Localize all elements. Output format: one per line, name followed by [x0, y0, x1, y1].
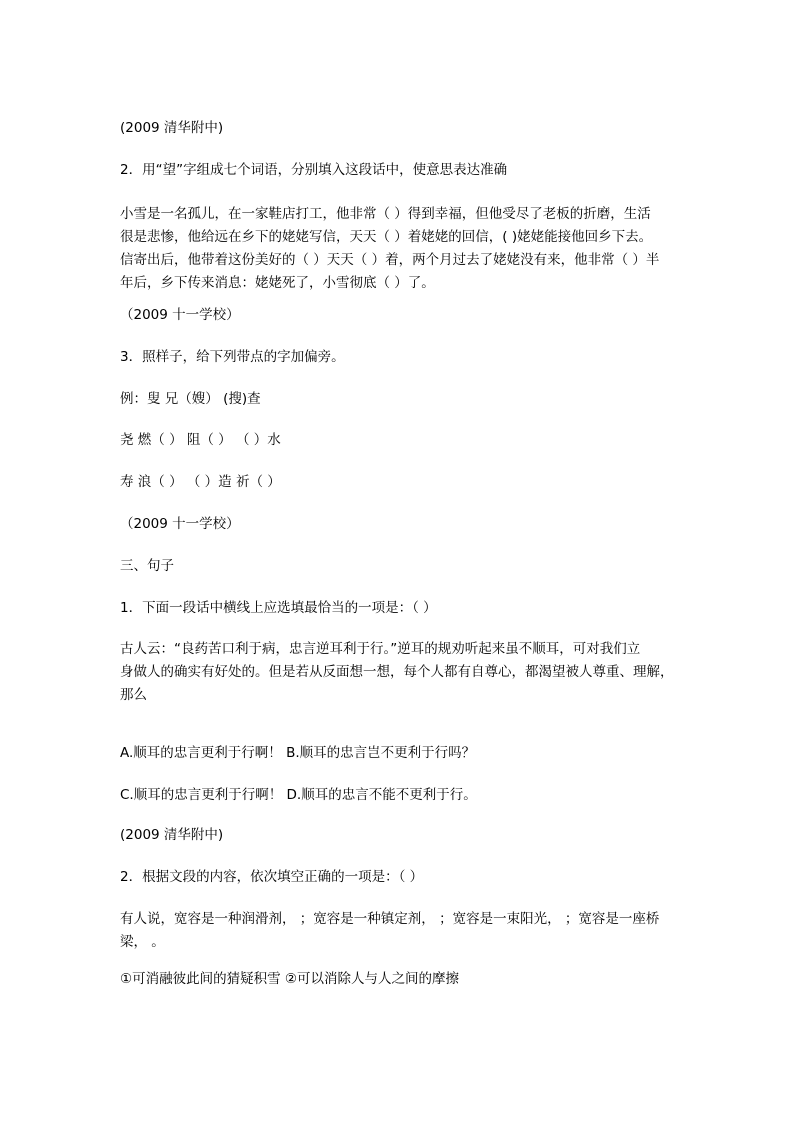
question-3-prompt: 3．照样子，给下列带点的字加偏旁。: [120, 349, 345, 365]
sentence-question-2-passage: [120, 908, 680, 954]
source-note: (2009 清华附中): [120, 120, 224, 136]
sentence-question-2-choices: ①可消融彼此间的猜疑积雪 ②可以消除人与人之间的摩擦: [120, 971, 459, 987]
sentence-question-1-prompt: 1．下面一段话中横线上应选填最恰当的一项是：（ ）: [120, 600, 437, 616]
sentence-question-1-options: A.顺耳的忠言更利于行啊！ B.顺耳的忠言岂不更利于行吗？: [120, 745, 476, 761]
passage-line: 梁， 。: [120, 934, 165, 950]
sentence-question-2-prompt: 2．根据文段的内容，依次填空正确的一项是：（ ）: [120, 869, 424, 885]
passage-line: 年后，乡下传来消息：姥姥死了，小雪彻底（ ）了。: [120, 275, 435, 291]
question-3-row-2: 寿 浪（ ） （ ）造 祈（ ）: [120, 474, 281, 490]
sentence-question-1-passage: [120, 638, 680, 707]
passage-line: 古人云：“良药苦口利于病，忠言逆耳利于行。”逆耳的规劝听起来虽不顺耳，可对我们立: [120, 641, 641, 657]
source-note: （2009 十一学校）: [120, 307, 240, 323]
question-2-prompt: 2．用“望”字组成七个词语，分别填入这段话中，使意思表达准确: [120, 162, 508, 178]
sentence-question-1-options: C.顺耳的忠言更利于行啊！ D.顺耳的忠言不能不更利于行。: [120, 787, 477, 803]
question-3-row-1: 尧 燃（ ） 阻（ ） （ ）水: [120, 432, 281, 448]
passage-line: 很是悲惨，他给远在乡下的姥姥写信，天天（ ）着姥姥的回信，( )姥姥能接他回乡下去。: [120, 229, 653, 245]
source-note: (2009 清华附中): [120, 827, 224, 843]
section-title: 三、句子: [120, 558, 174, 574]
question-3-example: 例：叟 兄（嫂） (搜)查: [120, 391, 261, 407]
passage-line: 身做人的确实有好处的。但是若从反面想一想，每个人都有自尊心，都渴望被人尊重、理解，: [120, 664, 674, 680]
passage-line: 那么: [120, 687, 147, 703]
source-note: （2009 十一学校）: [120, 516, 240, 532]
passage-line: 信寄出后，他带着这份美好的（ ）天天（ ）着，两个月过去了姥姥没有来，他非常（ ）半: [120, 252, 660, 268]
question-2-passage: [120, 203, 680, 295]
passage-line: 小雪是一名孤儿，在一家鞋店打工，他非常（ ）得到幸福，但他受尽了老板的折磨，生活: [120, 206, 651, 222]
passage-line: 有人说，宽容是一种润滑剂， ；宽容是一种镇定剂， ；宽容是一束阳光， ；宽容是一座桥: [120, 911, 660, 927]
